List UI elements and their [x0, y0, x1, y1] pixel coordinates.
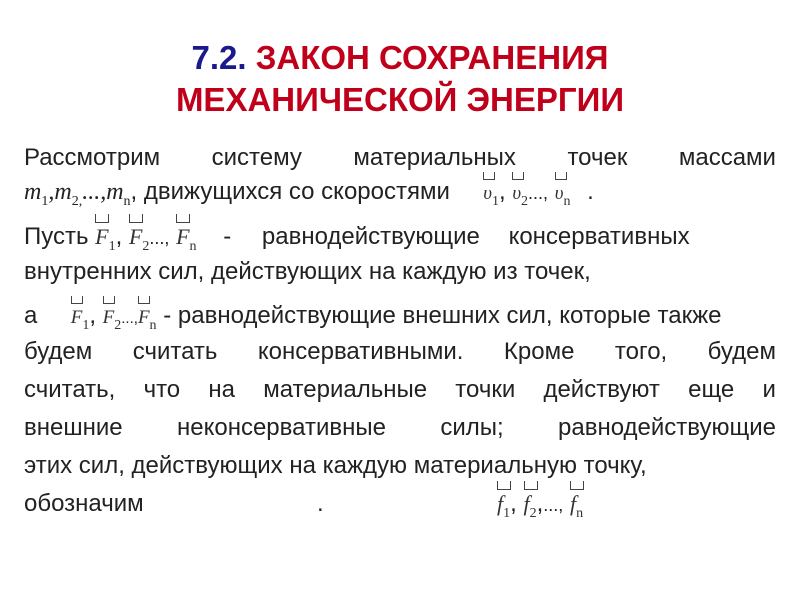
word: материальных [353, 144, 516, 171]
word: а [24, 302, 38, 329]
paragraph-line-9: этих сил, действующих на каждую материальную точку, [24, 452, 647, 479]
velocities-formula: $\upsilon_1$, $\upsilon_2$..., $\upsilon_n$ [483, 178, 577, 205]
external-forces-formula: $F_1$, $F_2$..., $F_n$ [71, 302, 164, 329]
title-text-1: ЗАКОН СОХРАНЕНИЯ [255, 39, 609, 76]
word: массами [678, 144, 776, 171]
title-number: 7.2. [191, 39, 247, 76]
word: Пусть [24, 223, 89, 250]
masses-formula: $m_1,m_{2,}...,m_n$ [24, 179, 131, 209]
text: , движущихся со скоростями [130, 178, 450, 205]
word: что [143, 376, 181, 403]
paragraph-line-3 [24, 222, 776, 262]
period: . [317, 490, 324, 517]
nonconservative-forces-formula: $f_1$, $f_2$,..., $f_n$ [497, 490, 583, 517]
word: будем [24, 338, 93, 365]
word: и [762, 376, 776, 403]
word: систему [211, 144, 302, 171]
paragraph-line-4: внутренних сил, действующих на каждую из точек, [24, 258, 591, 285]
paragraph-line-1 [24, 143, 776, 173]
paragraph-line-2 [24, 177, 776, 217]
word: Рассмотрим [24, 144, 161, 171]
word: обозначим [24, 490, 144, 517]
paragraph-line-8 [24, 413, 776, 443]
word: будем [707, 338, 776, 365]
word: равнодействующие [558, 414, 776, 441]
dash: - [223, 223, 232, 250]
word: считать [132, 338, 218, 365]
word: консервативными. [257, 338, 464, 365]
period: . [587, 178, 594, 205]
word: считать, [24, 376, 116, 403]
word: того, [614, 338, 668, 365]
text: равнодействующие внешних сил, которые также [177, 302, 722, 329]
dash: - [163, 302, 172, 329]
word: силы; [440, 414, 504, 441]
paragraph-line-7 [24, 375, 776, 405]
word: неконсервативные [176, 414, 386, 441]
slide-title-line1 [0, 38, 800, 78]
word: материальные [263, 376, 428, 403]
word: действуют [543, 376, 660, 403]
paragraph-line-5 [24, 301, 776, 341]
word: внешние [24, 414, 123, 441]
word: равнодействующие [261, 223, 480, 250]
internal-forces-formula: $F_1$, $F_2$..., $F_n$ [95, 223, 203, 250]
word: Кроме [503, 338, 575, 365]
word: на [208, 376, 235, 403]
word: еще [688, 376, 735, 403]
word: точки [455, 376, 516, 403]
slide-title-line2: МЕХАНИЧЕСКОЙ ЭНЕРГИИ [175, 81, 625, 118]
paragraph-line-10 [24, 489, 776, 529]
paragraph-line-6 [24, 337, 776, 367]
word: точек [567, 144, 628, 171]
word: консервативных [508, 223, 690, 250]
